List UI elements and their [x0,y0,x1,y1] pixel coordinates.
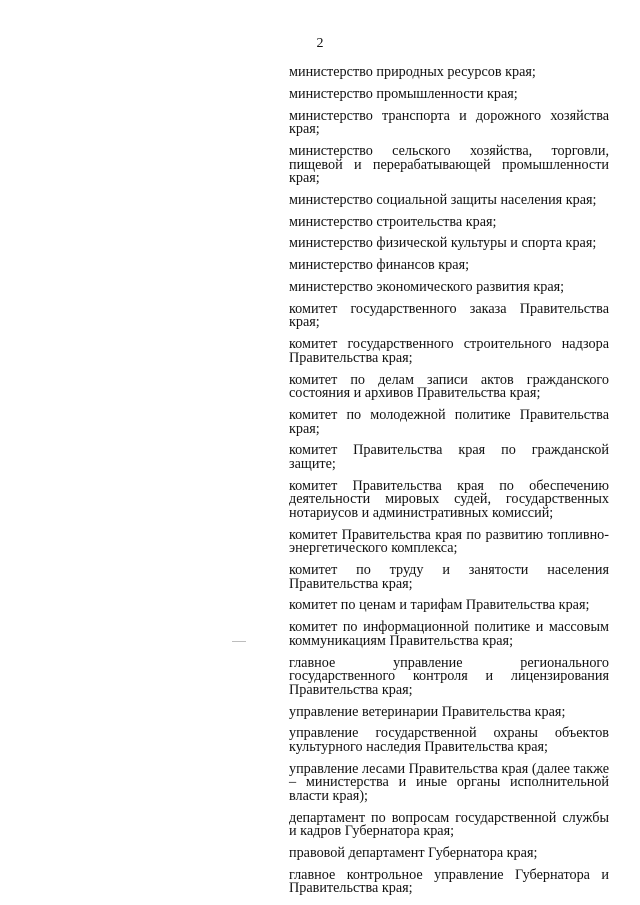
list-item: комитет государственного строительного надзора Правительства края; [289,336,609,366]
list-item: главное управление регионального государственного контроля и лицензирования Правительства края; [289,654,609,698]
list-item: министерство финансов края; [289,257,470,274]
list-item: министерство физической культуры и спорта края; [289,235,597,252]
authorities-list [289,66,609,904]
list-item: комитет по молодежной политике Правительства края; [289,406,609,437]
list-item: управление лесами Правительства края (далее также – министерства и иные органы исполнительной власти края); [289,760,609,804]
page-number: 2 [316,36,324,51]
list-item: министерство социальной защиты населения края; [289,191,597,208]
list-item: министерство природных ресурсов края; [289,64,536,80]
list-item: министерство сельского хозяйства, торговли, пищевой и перерабатывающей промышленности края; [289,142,609,187]
list-item: министерство строительства края; [289,213,497,230]
list-item: комитет Правительства края по обеспечению деятельности мировых судей, государственных нотариусов и административных комиссий; [289,477,609,521]
margin-mark [232,641,246,642]
list-item: комитет по труду и занятости населения Правительства края; [289,562,609,592]
list-item: комитет Правительства края по развитию топливно-энергетического комплекса; [289,526,609,557]
list-item: министерство промышленности края; [289,85,518,102]
list-item: комитет по делам записи актов гражданского состояния и архивов Правительства края; [289,371,609,402]
list-item: департамент по вопросам государственной службы и кадров Губернатора края; [289,809,609,840]
list-item: комитет государственного заказа Правительства края; [289,300,609,331]
list-item: министерство экономического развития края; [289,279,565,296]
list-item: главное контрольное управление Губернатора и Правительства края; [289,866,609,897]
list-item: комитет Правительства края по гражданской защите; [289,442,609,472]
list-item: министерство транспорта и дорожного хозяйства края; [289,107,609,138]
list-item: правовой департамент Губернатора края; [289,845,538,862]
list-item: управление ветеринарии Правительства края; [289,703,566,720]
list-item: комитет по информационной политике и массовым коммуникациям Правительства края; [289,619,609,649]
list-item: комитет по ценам и тарифам Правительства края; [289,597,590,614]
list-item: управление государственной охраны объектов культурного наследия Правительства края; [289,725,609,755]
